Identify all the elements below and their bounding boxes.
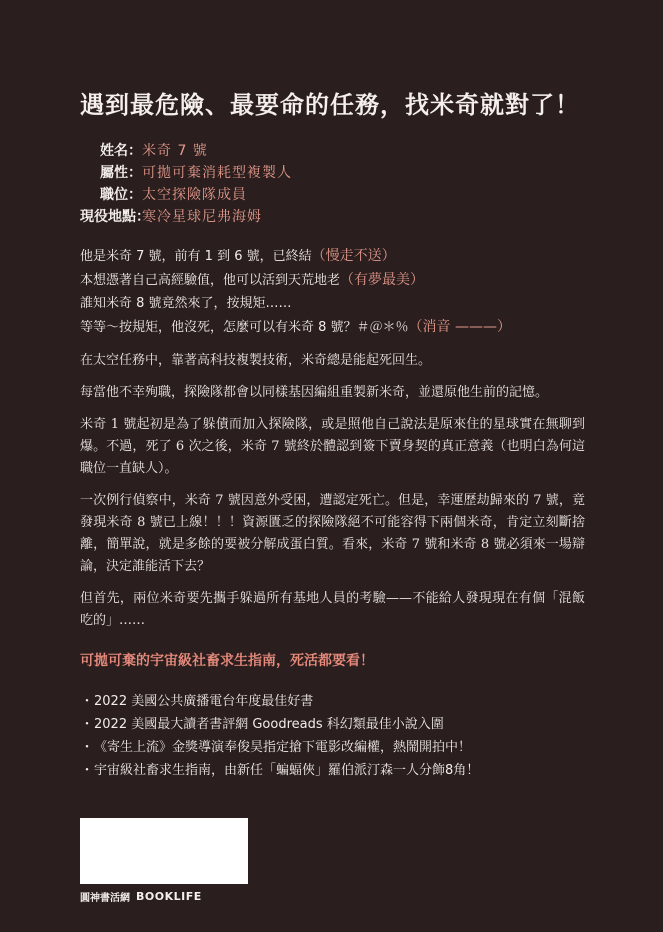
synopsis xyxy=(80,350,585,642)
publisher-name-cn: 圓神書活網 xyxy=(80,892,130,904)
bullet-mark: ・ xyxy=(80,717,94,732)
list-item-text: 2022 美國最大讀者書評網 Goodreads 科幻類最佳小說入圍 xyxy=(94,717,444,732)
character-profile xyxy=(80,140,400,228)
profile-value: 太空探險隊成員 xyxy=(142,187,247,203)
list-item xyxy=(80,713,600,736)
profile-row-name xyxy=(80,140,400,162)
intro-block xyxy=(80,245,600,339)
barcode-area xyxy=(80,818,248,884)
bullet-mark: ・ xyxy=(80,694,94,709)
publisher-name-en: BOOKLIFE xyxy=(136,889,202,903)
intro-highlight: （慢走不送） xyxy=(311,248,396,264)
intro-highlight: （有夢最美） xyxy=(340,271,425,288)
tagline: 可拋可棄的宇宙級社畜求生指南，死活都要看！ xyxy=(80,653,374,669)
bullet-mark: ・ xyxy=(80,763,94,778)
bullet-mark: ・ xyxy=(80,740,94,755)
profile-label: 姓名： xyxy=(100,143,142,159)
intro-text: 誰知米奇 8 號竟然來了，按規矩…… xyxy=(80,296,292,311)
profile-label: 屬性： xyxy=(100,165,142,181)
synopsis-paragraph: 在太空任務中，靠著高科技複製技術，米奇總是能起死回生。 xyxy=(80,353,432,368)
list-item-text: 宇宙級社畜求生指南，由新任「蝙蝠俠」羅伯派汀森一人分飾8角！ xyxy=(94,763,480,778)
synopsis-paragraph: 但首先，兩位米奇要先攜手躲過所有基地人員的考驗——不能給人發現現在有個「混飯吃的」…… xyxy=(80,591,585,628)
intro-text: 本想憑著自己高經驗值，他可以活到天荒地老 xyxy=(80,272,341,288)
intro-line xyxy=(80,245,600,269)
headline: 遇到最危險、最要命的任務，找米奇就對了！ xyxy=(80,91,580,119)
list-item-text: 2022 美國公共廣播電台年度最佳好書 xyxy=(94,694,314,709)
intro-line xyxy=(80,316,600,340)
list-item xyxy=(80,736,600,759)
list-item xyxy=(80,759,600,782)
profile-row-position xyxy=(80,184,400,206)
synopsis-paragraph: 一次例行偵察中，米奇 7 號因意外受困，遭認定死亡。但是，幸運歷劫歸來的 7 號，竟發現米奇 8 號已上線！！！資源匱乏的探險隊絕不可能容得下兩個米奇，肯定立刻斷捨離，簡單說，就是多餘的要被分解成蛋白質。看來，米奇 7 號和米奇 8 號必須來一場辯論，決定誰能活下去？ xyxy=(80,493,585,574)
synopsis-paragraph: 米奇 1 號起初是為了躲債而加入探險隊，或是照他自己說法是原來住的星球實在無聊到爆。不過，死了 6 次之後，米奇 7 號終於體認到簽下賣身契的真正意義（也明白為何這職位一直缺人）。 xyxy=(80,417,585,476)
intro-text: 等等～按規矩，他沒死，怎麼可以有米奇 8 號？＃＠＊％ xyxy=(80,319,409,335)
intro-line xyxy=(80,292,600,316)
intro-text: 他是米奇 7 號，前有 1 到 6 號，已終結 xyxy=(80,249,312,264)
profile-label: 現役地點： xyxy=(80,209,150,225)
intro-highlight: （消音 ———） xyxy=(408,318,511,335)
intro-line xyxy=(80,269,600,293)
profile-value: 可拋可棄消耗型複製人 xyxy=(142,165,292,181)
list-item xyxy=(80,690,600,713)
publisher-logo xyxy=(80,888,280,904)
profile-label: 職位： xyxy=(100,187,142,203)
profile-value: 寒冷星球尼弗海姆 xyxy=(142,209,262,225)
list-item-text: 《寄生上流》金獎導演奉俊昊指定搶下電影改編權，熱鬧開拍中！ xyxy=(94,740,472,755)
profile-value: 米奇 7 號 xyxy=(142,143,208,159)
profile-row-location xyxy=(80,206,400,228)
profile-row-attribute xyxy=(80,162,400,184)
synopsis-paragraph: 每當他不幸殉職，探險隊都會以同樣基因編組重製新米奇，並還原他生前的記憶。 xyxy=(80,385,549,400)
accolades-list xyxy=(80,690,600,782)
